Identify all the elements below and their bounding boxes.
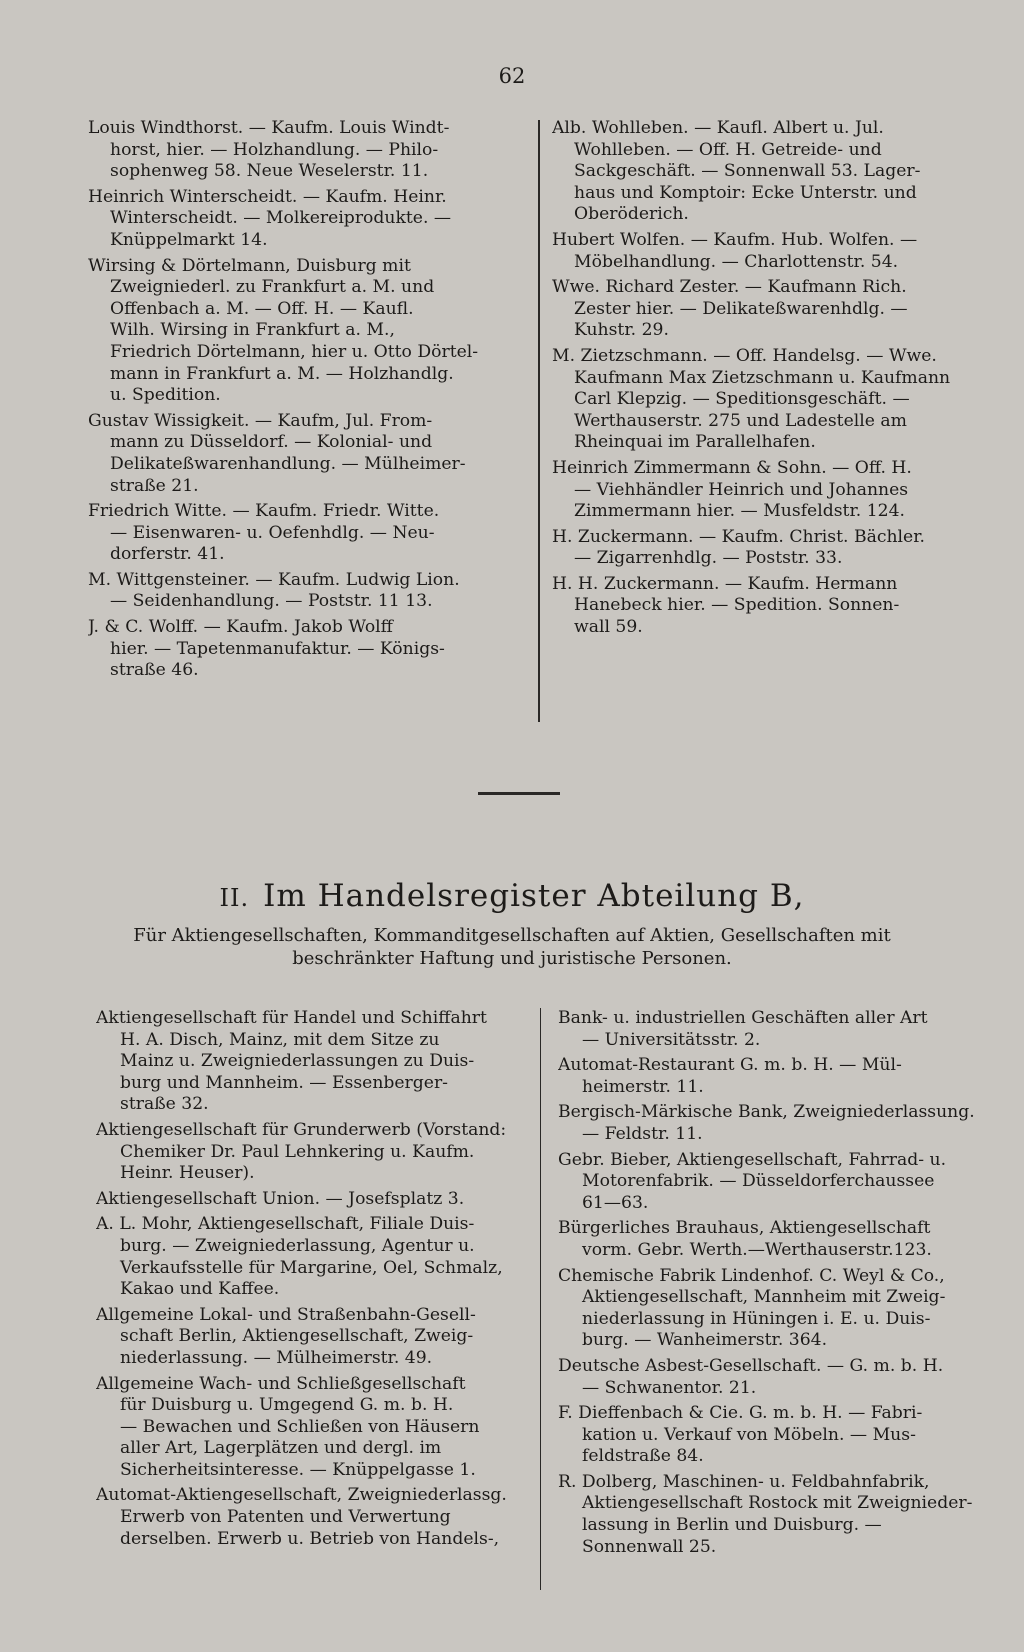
register-entry <box>558 1150 988 1215</box>
register-entry <box>552 574 984 639</box>
entry-line: Hubert Wolfen. — Kaufm. Hub. Wolfen. — <box>552 229 918 250</box>
column-divider-bottom <box>540 1008 541 1590</box>
entry-line: Aktiengesellschaft für Grunderwerb (Vorstand: <box>96 1119 507 1140</box>
bottom-left-column <box>96 1008 522 1554</box>
entry-line: Bergisch-Märkische Bank, Zweigniederlassung. <box>558 1102 975 1123</box>
register-entry <box>88 187 528 252</box>
top-left-column <box>88 118 528 686</box>
entry-line: Erwerb von Patenten und Verwertung <box>120 1507 451 1528</box>
entry-line: Offenbach a. M. — Off. H. — Kaufl. <box>110 298 414 319</box>
entry-line: M. Wittgensteiner. — Kaufm. Ludwig Lion. <box>88 569 460 590</box>
entry-line: straße 21. <box>110 475 199 496</box>
register-entry <box>558 1403 988 1468</box>
register-entry <box>88 411 528 497</box>
entry-line: — Seidenhandlung. — Poststr. 11 13. <box>110 591 433 612</box>
entry-line: — Universitätsstr. 2. <box>582 1029 761 1050</box>
entry-line: Werthauserstr. 275 und Ladestelle am <box>574 410 907 431</box>
register-entry <box>88 118 528 183</box>
register-entry <box>88 256 528 407</box>
section-subtitle-line: Für Aktiengesellschaften, Kommanditgesellschaften auf Aktien, Gesellschaften mit <box>133 925 891 946</box>
entry-line: Heinrich Zimmermann & Sohn. — Off. H. <box>552 457 912 478</box>
register-entry <box>552 458 984 523</box>
register-entry <box>96 1374 522 1482</box>
section-subtitle <box>0 924 1024 970</box>
section-heading <box>0 878 1024 914</box>
entry-line: Kuhstr. 29. <box>574 320 669 341</box>
entry-line: haus und Komptoir: Ecke Unterstr. und <box>574 182 917 203</box>
register-entry <box>552 527 984 570</box>
entry-line: Zweigniederl. zu Frankfurt a. M. und <box>110 277 435 298</box>
entry-line: — Feldstr. 11. <box>582 1123 703 1144</box>
register-entry <box>558 1266 988 1352</box>
entry-line: Mainz u. Zweigniederlassungen zu Duis- <box>120 1051 475 1072</box>
entry-line: Oberöderich. <box>574 204 689 225</box>
entry-line: mann zu Düsseldorf. — Kolonial- und <box>110 432 433 453</box>
column-divider-top <box>538 120 540 722</box>
register-entry <box>96 1485 522 1550</box>
entry-line: sophenweg 58. Neue Weselerstr. 11. <box>110 161 429 182</box>
entry-line: burg. — Wanheimerstr. 364. <box>582 1330 828 1351</box>
entry-line: Winterscheidt. — Molkereiprodukte. — <box>110 208 452 229</box>
entry-line: — Bewachen und Schließen von Häusern <box>120 1416 480 1437</box>
register-entry <box>558 1356 988 1399</box>
entry-line: lassung in Berlin und Duisburg. — <box>582 1515 882 1536</box>
top-right-column <box>552 118 984 643</box>
entry-line: Wohlleben. — Off. H. Getreide- und <box>574 139 882 160</box>
entry-line: Delikateßwarenhandlung. — Mülheimer- <box>110 453 466 474</box>
entry-line: straße 46. <box>110 660 199 681</box>
entry-line: Wwe. Richard Zester. — Kaufmann Rich. <box>552 277 907 298</box>
entry-line: hier. — Tapetenmanufaktur. — Königs- <box>110 638 445 659</box>
entry-line: Gebr. Bieber, Aktiengesellschaft, Fahrrad- u. <box>558 1149 947 1170</box>
entry-line: Verkaufsstelle für Margarine, Oel, Schmalz, <box>120 1257 503 1278</box>
entry-line: Aktiengesellschaft Rostock mit Zweignieder- <box>582 1493 973 1514</box>
entry-line: J. & C. Wolff. — Kaufm. Jakob Wolff <box>88 617 393 638</box>
entry-line: Motorenfabrik. — Düsseldorferchaussee <box>582 1171 935 1192</box>
entry-line: Aktiengesellschaft, Mannheim mit Zweig- <box>582 1287 946 1308</box>
entry-line: mann in Frankfurt a. M. — Holzhandlg. <box>110 363 454 384</box>
entry-line: burg und Mannheim. — Essenberger- <box>120 1072 448 1093</box>
entry-line: Kaufmann Max Zietzschmann u. Kaufmann <box>574 367 951 388</box>
register-entry <box>96 1305 522 1370</box>
entry-line: Aktiengesellschaft für Handel und Schiffahrt <box>96 1008 487 1028</box>
section-divider <box>478 792 560 795</box>
entry-line: Alb. Wohlleben. — Kaufl. Albert u. Jul. <box>552 118 884 138</box>
section-number: II. <box>219 884 250 912</box>
register-entry <box>96 1214 522 1300</box>
entry-line: M. Zietzschmann. — Off. Handelsg. — Wwe. <box>552 345 937 366</box>
register-entry <box>558 1008 988 1051</box>
entry-line: — Zigarrenhdlg. — Poststr. 33. <box>574 548 843 569</box>
entry-line: aller Art, Lagerplätzen und dergl. im <box>120 1438 442 1459</box>
entry-line: Carl Klepzig. — Speditionsgeschäft. — <box>574 389 910 410</box>
entry-line: Deutsche Asbest-Gesellschaft. — G. m. b. H. <box>558 1355 944 1376</box>
entry-line: straße 32. <box>120 1094 209 1115</box>
entry-line: vorm. Gebr. Werth.—Werthauserstr.123. <box>582 1239 932 1260</box>
entry-line: Heinr. Heuser). <box>120 1163 255 1184</box>
register-entry <box>552 346 984 454</box>
section-subtitle-line: beschränkter Haftung und juristische Personen. <box>292 948 732 969</box>
entry-line: Zimmermann hier. — Musfeldstr. 124. <box>574 501 905 522</box>
entry-line: H. H. Zuckermann. — Kaufm. Hermann <box>552 573 898 594</box>
entry-line: derselben. Erwerb u. Betrieb von Handels-, <box>120 1528 500 1549</box>
entry-line: Heinrich Winterscheidt. — Kaufm. Heinr. <box>88 186 447 207</box>
entry-line: — Viehhändler Heinrich und Johannes <box>574 479 909 500</box>
entry-line: — Schwanentor. 21. <box>582 1377 757 1398</box>
entry-line: Bank- u. industriellen Geschäften aller Art <box>558 1008 928 1028</box>
register-entry <box>558 1218 988 1261</box>
entry-line: H. Zuckermann. — Kaufm. Christ. Bächler. <box>552 526 925 547</box>
page-number: 62 <box>498 64 526 88</box>
entry-line: wall 59. <box>574 617 643 638</box>
register-entry <box>558 1102 988 1145</box>
register-entry <box>552 230 984 273</box>
entry-line: dorferstr. 41. <box>110 544 225 565</box>
entry-line: Rheinquai im Parallelhafen. <box>574 432 816 453</box>
section-title: Im Handelsregister Abteilung B, <box>263 878 805 914</box>
entry-line: heimerstr. 11. <box>582 1076 704 1097</box>
entry-line: Sicherheitsinteresse. — Knüppelgasse 1. <box>120 1459 476 1480</box>
register-entry <box>96 1008 522 1116</box>
entry-line: Knüppelmarkt 14. <box>110 229 268 250</box>
entry-line: H. A. Disch, Mainz, mit dem Sitze zu <box>120 1029 440 1050</box>
entry-line: niederlassung. — Mülheimerstr. 49. <box>120 1347 433 1368</box>
entry-line: Sackgeschäft. — Sonnenwall 53. Lager- <box>574 161 921 182</box>
entry-line: Wirsing & Dörtelmann, Duisburg mit <box>88 255 411 276</box>
entry-line: Friedrich Witte. — Kaufm. Friedr. Witte. <box>88 501 440 522</box>
register-entry <box>96 1120 522 1185</box>
entry-line: F. Dieffenbach & Cie. G. m. b. H. — Fabri- <box>558 1403 923 1424</box>
entry-line: Wilh. Wirsing in Frankfurt a. M., <box>110 320 395 341</box>
bottom-right-column <box>558 1008 988 1562</box>
entry-line: Bürgerliches Brauhaus, Aktiengesellschaft <box>558 1218 931 1239</box>
entry-line: kation u. Verkauf von Möbeln. — Mus- <box>582 1424 916 1445</box>
entry-line: Automat-Aktiengesellschaft, Zweigniederlassg. <box>96 1485 507 1506</box>
entry-line: für Duisburg u. Umgegend G. m. b. H. <box>120 1395 454 1416</box>
register-entry <box>96 1189 522 1211</box>
entry-line: Hanebeck hier. — Spedition. Sonnen- <box>574 595 900 616</box>
entry-line: Möbelhandlung. — Charlottenstr. 54. <box>574 251 899 272</box>
entry-line: Gustav Wissigkeit. — Kaufm, Jul. From- <box>88 410 433 431</box>
entry-line: burg. — Zweigniederlassung, Agentur u. <box>120 1235 475 1256</box>
entry-line: Friedrich Dörtelmann, hier u. Otto Dörtel- <box>110 341 479 362</box>
entry-line: — Eisenwaren- u. Oefenhdlg. — Neu- <box>110 522 435 543</box>
entry-line: 61—63. <box>582 1192 649 1213</box>
entry-line: niederlassung in Hüningen i. E. u. Duis- <box>582 1308 931 1329</box>
register-entry <box>88 570 528 613</box>
entry-line: Automat-Restaurant G. m. b. H. — Mül- <box>558 1055 902 1076</box>
register-entry <box>552 277 984 342</box>
entry-line: u. Spedition. <box>110 385 221 406</box>
entry-line: feldstraße 84. <box>582 1446 704 1467</box>
entry-line: Aktiengesellschaft Union. — Josefsplatz 3. <box>96 1188 465 1209</box>
entry-line: horst, hier. — Holzhandlung. — Philo- <box>110 139 439 160</box>
entry-line: schaft Berlin, Aktiengesellschaft, Zweig- <box>120 1326 474 1347</box>
register-entry <box>88 501 528 566</box>
register-entry <box>552 118 984 226</box>
entry-line: Chemiker Dr. Paul Lehnkering u. Kaufm. <box>120 1141 475 1162</box>
entry-line: Louis Windthorst. — Kaufm. Louis Windt- <box>88 118 450 138</box>
register-entry <box>558 1055 988 1098</box>
entry-line: A. L. Mohr, Aktiengesellschaft, Filiale Duis- <box>96 1214 475 1235</box>
entry-line: R. Dolberg, Maschinen- u. Feldbahnfabrik, <box>558 1471 930 1492</box>
entry-line: Allgemeine Wach- und Schließgesellschaft <box>96 1373 466 1394</box>
register-entry <box>88 617 528 682</box>
entry-line: Zester hier. — Delikateßwarenhdlg. — <box>574 298 908 319</box>
entry-line: Kakao und Kaffee. <box>120 1279 280 1300</box>
entry-line: Allgemeine Lokal- und Straßenbahn-Gesell- <box>96 1304 476 1325</box>
entry-line: Sonnenwall 25. <box>582 1536 717 1557</box>
entry-line: Chemische Fabrik Lindenhof. C. Weyl & Co., <box>558 1265 945 1286</box>
register-entry <box>558 1472 988 1558</box>
